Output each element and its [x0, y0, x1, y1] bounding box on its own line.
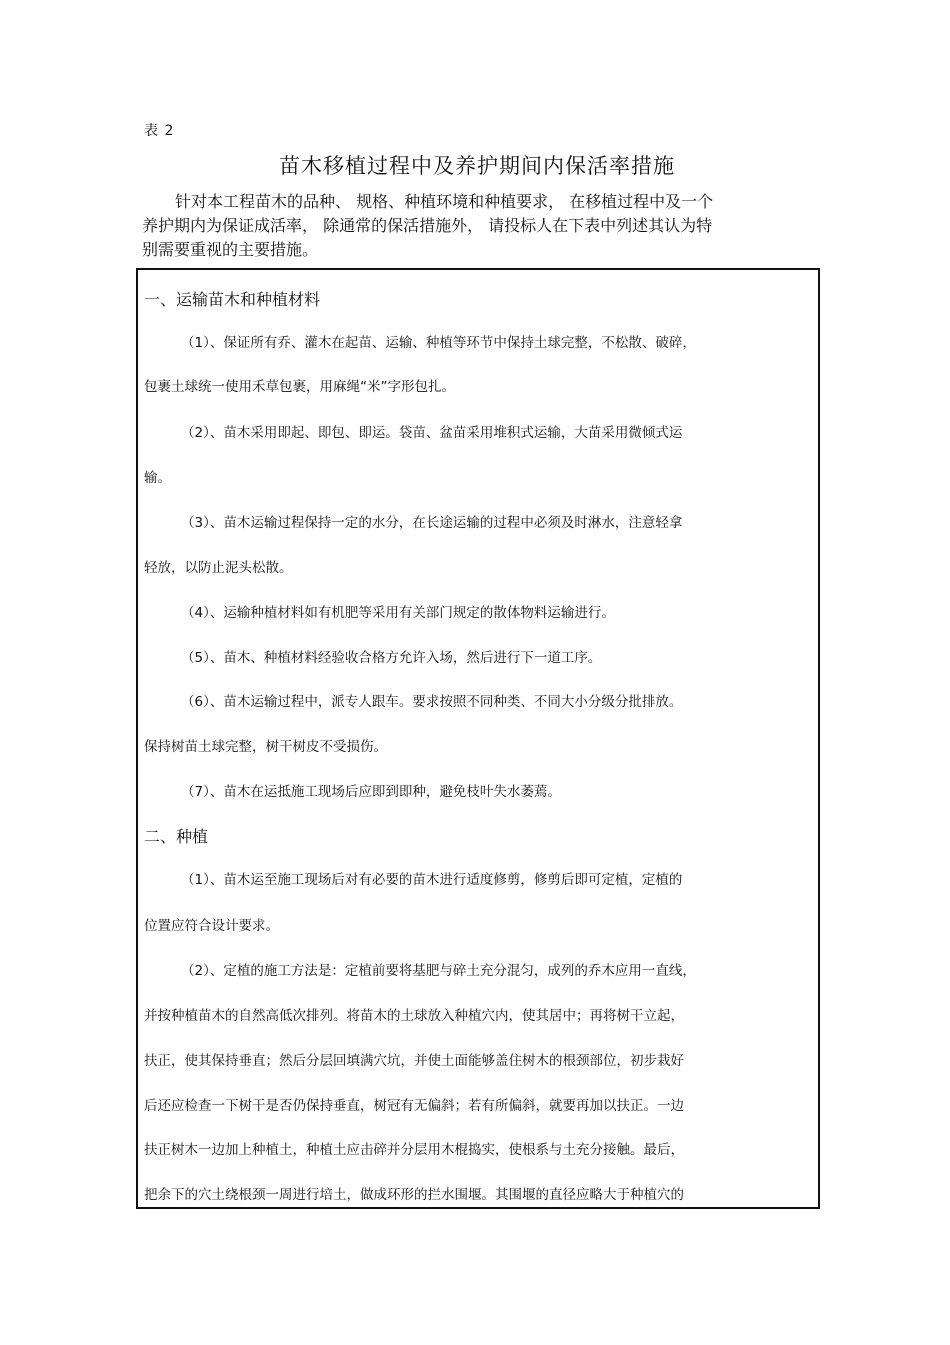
text-line: （6）、苗木运输过程中，派专人跟车。要求按照不同种类、不同大小分级分批排放。	[181, 694, 683, 710]
text-line: 保持树苗土球完整，树干树皮不受损伤。	[144, 739, 387, 755]
text-line: 扶正，使其保持垂直；然后分层回填满穴坑，并使土面能够盖住树木的根颈部位，初步栽好	[144, 1053, 684, 1069]
text-line: （2）、定植的施工方法是：定植前要将基肥与碎土充分混匀，成列的乔木应用一直线，	[181, 963, 696, 979]
text-line: （2）、苗木采用即起、即包、即运。袋苗、盆苗采用堆积式运输，大苗采用微倾式运	[181, 425, 683, 441]
text-line: 位置应符合设计要求。	[144, 918, 279, 934]
table-label: 表 2	[144, 123, 175, 139]
section-heading-transport: 一、运输苗木和种植材料	[144, 290, 321, 309]
text-line: （5）、苗木、种植材料经验收合格方允许入场，然后进行下一道工序。	[181, 650, 602, 666]
text-line: （4）、运输种植材料如有机肥等采用有关部门规定的散体物料运输进行。	[181, 605, 615, 621]
intro-line: 针对本工程苗木的品种、 规格、种植环境和种植要求， 在移植过程中及一个	[175, 192, 714, 211]
text-line: （1）、保证所有乔、灌木在起苗、运输、种植等环节中保持土球完整，不松散、破碎，	[181, 335, 696, 351]
text-line: （3）、苗木运输过程保持一定的水分，在长途运输的过程中必须及时淋水，注意轻拿	[181, 515, 683, 531]
text-line: 把余下的穴土绕根颈一周进行培土，做成环形的拦水围堰。其围堰的直径应略大于种植穴的	[144, 1187, 684, 1203]
text-line: 扶正树木一边加上种植土，种植土应击碎并分层用木棍捣实，使根系与土充分接触。最后，	[144, 1142, 684, 1158]
intro-line: 养护期内为保证成活率， 除通常的保活措施外， 请投标人在下表中列述其认为特	[142, 216, 713, 235]
section-heading-planting: 二、种植	[144, 827, 209, 846]
text-line: 后还应检查一下树干是否仍保持垂直，树冠有无偏斜；若有所偏斜，就要再加以扶正。一边	[144, 1098, 684, 1114]
text-line: 并按种植苗木的自然高低次排列。将苗木的土球放入种植穴内，使其居中；再将树干立起，	[144, 1008, 684, 1024]
text-line: 轻放，以防止泥头松散。	[144, 560, 293, 576]
intro-line: 别需要重视的主要措施。	[142, 240, 319, 259]
text-line: （1）、苗木运至施工现场后对有必要的苗木进行适度修剪，修剪后即可定植，定植的	[181, 872, 683, 888]
intro-paragraph	[142, 190, 802, 262]
text-line: 包裹土球统一使用禾草包裹，用麻绳“米”字形包扎。	[144, 379, 455, 395]
measures-table-box	[136, 268, 820, 1209]
document-title: 苗木移植过程中及养护期间内保活率措施	[279, 154, 675, 178]
text-line: 输。	[144, 470, 171, 486]
text-line: （7）、苗木在运抵施工现场后应即到即种，避免枝叶失水萎蔫。	[181, 784, 561, 800]
